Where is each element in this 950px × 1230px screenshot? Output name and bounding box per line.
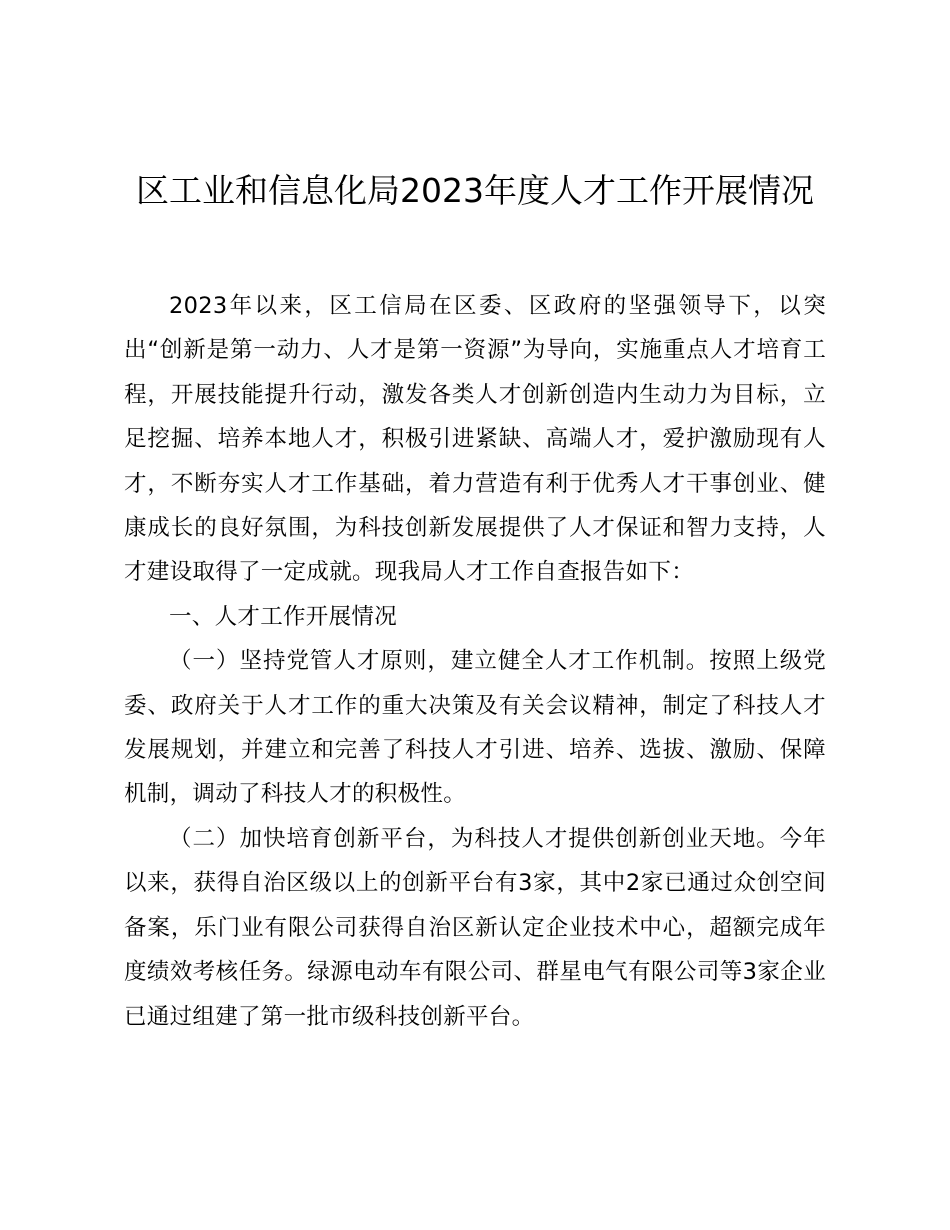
intro-paragraph: 2023年以来，区工信局在区委、区政府的坚强领导下，以突出“创新是第一动力、人才是第一资源”为导向，实施重点人才培育工程，开展技能提升行动，激发各类人才创新创造内生动力为目标，立足挖掘、培养本地人才，积极引进紧缺、高端人才，爱护激励现有人才，不断夯实人才工作基础，着力营造有利于优秀人才干事创业、健康成长的良好氛围，为科技创新发展提供了人才保证和智力支持，人才建设取得了一定成就。现我局人才工作自查报告如下： — [124, 293, 826, 586]
document-body — [124, 284, 826, 1039]
section-heading: 一、人才工作开展情况 — [169, 603, 398, 630]
subsection-paragraph-2: （二）加快培育创新平台，为科技人才提供创新创业天地。今年以来，获得自治区级以上的创新平台有3家，其中2家已通过众创空间备案，乐门业有限公司获得自治区新认定企业技术中心，超额完成年度绩效考核任务。绿源电动车有限公司、群星电气有限公司等3家企业已通过组建了第一批市级科技创新平台。 — [124, 825, 826, 1030]
document-title: 区工业和信息化局2023年度人才工作开展情况 — [136, 171, 814, 210]
subsection-paragraph-1: （一）坚持党管人才原则，建立健全人才工作机制。按照上级党委、政府关于人才工作的重大决策及有关会议精神，制定了科技人才发展规划，并建立和完善了科技人才引进、培养、选拔、激励、保障机制，调动了科技人才的积极性。 — [124, 648, 826, 808]
